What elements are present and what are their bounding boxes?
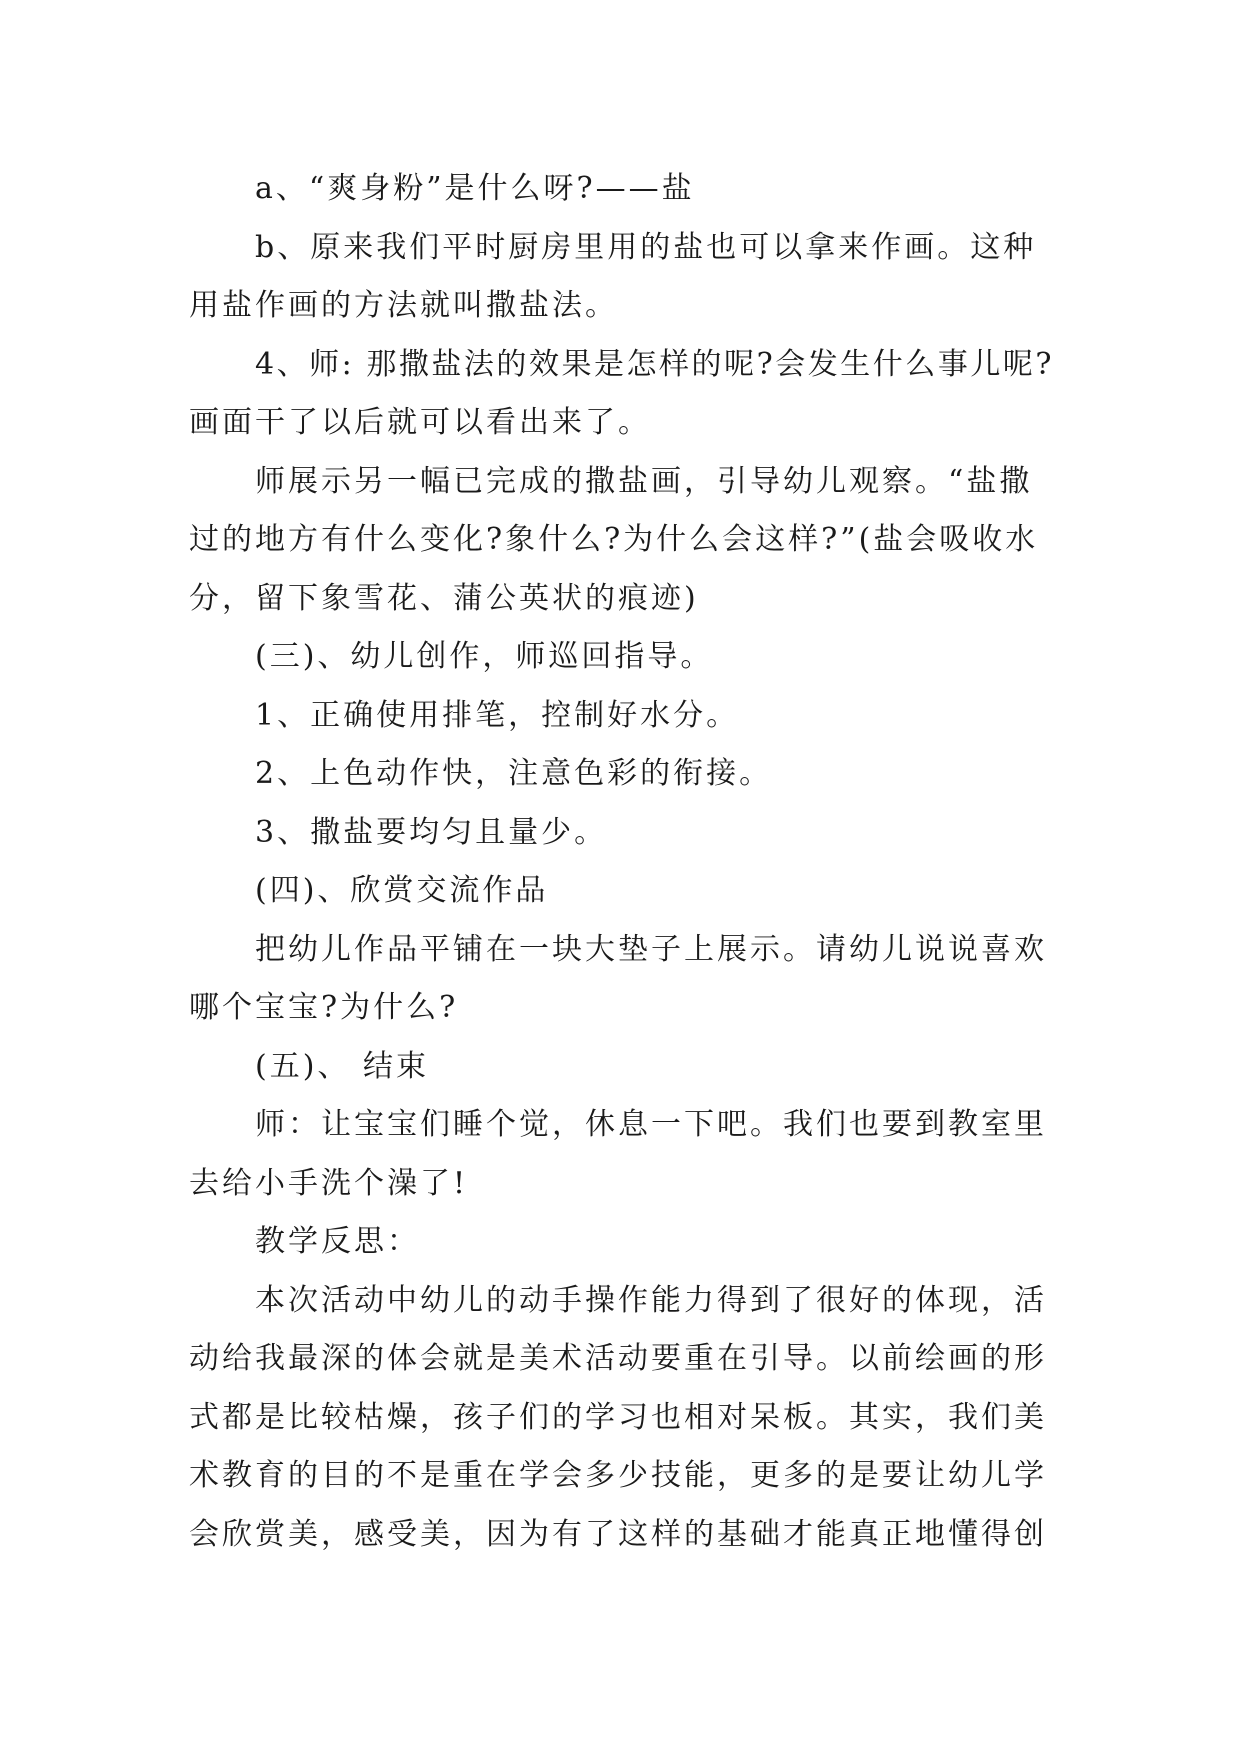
text-line: 1、正确使用排笔，控制好水分。 <box>255 697 740 733</box>
text-line: 师展示另一幅已完成的撒盐画，引导幼儿观察。“盐撒 <box>255 463 1033 499</box>
text-line: 用盐作画的方法就叫撒盐法。 <box>189 288 618 323</box>
text-line: 去给小手洗个澡了! <box>189 1165 469 1201</box>
text-line: 把幼儿作品平铺在一块大垫子上展示。请幼儿说说喜欢 <box>255 931 1047 967</box>
text-line: b、原来我们平时厨房里用的盐也可以拿来作画。这种 <box>255 229 1037 265</box>
text-line: 2、上色动作快，注意色彩的衔接。 <box>255 756 773 791</box>
text-line: (四)、欣赏交流作品 <box>255 873 549 908</box>
text-line: 哪个宝宝?为什么? <box>189 990 459 1025</box>
text-line: 4、师: 那撒盐法的效果是怎样的呢?会发生什么事儿呢? <box>255 346 1054 382</box>
text-line: 动给我最深的体会就是美术活动要重在引导。以前绘画的形 <box>189 1341 1047 1376</box>
text-line: 会欣赏美，感受美，因为有了这样的基础才能真正地懂得创 <box>189 1516 1047 1552</box>
text-line: 本次活动中幼儿的动手操作能力得到了很好的体现，活 <box>255 1282 1047 1318</box>
text-line: (三)、幼儿创作，师巡回指导。 <box>255 639 714 674</box>
text-line: 3、撒盐要均匀且量少。 <box>255 814 608 850</box>
text-line: 分，留下象雪花、蒲公英状的痕迹) <box>189 580 699 616</box>
document-body <box>189 160 1054 1564</box>
text-line: 师：让宝宝们睡个觉，休息一下吧。我们也要到教室里 <box>255 1107 1047 1142</box>
text-line: 术教育的目的不是重在学会多少技能，更多的是要让幼儿学 <box>189 1458 1047 1493</box>
text-line: (五)、 结束 <box>255 1048 429 1084</box>
text-line: 教学反思： <box>255 1224 420 1259</box>
text-line: a、“爽身粉”是什么呀?——盐 <box>255 171 695 206</box>
text-line: 画面干了以后就可以看出来了。 <box>189 405 651 440</box>
text-line: 式都是比较枯燥，孩子们的学习也相对呆板。其实，我们美 <box>189 1399 1047 1435</box>
text-line: 过的地方有什么变化?象什么?为什么会这样?”(盐会吸收水 <box>189 522 1039 557</box>
